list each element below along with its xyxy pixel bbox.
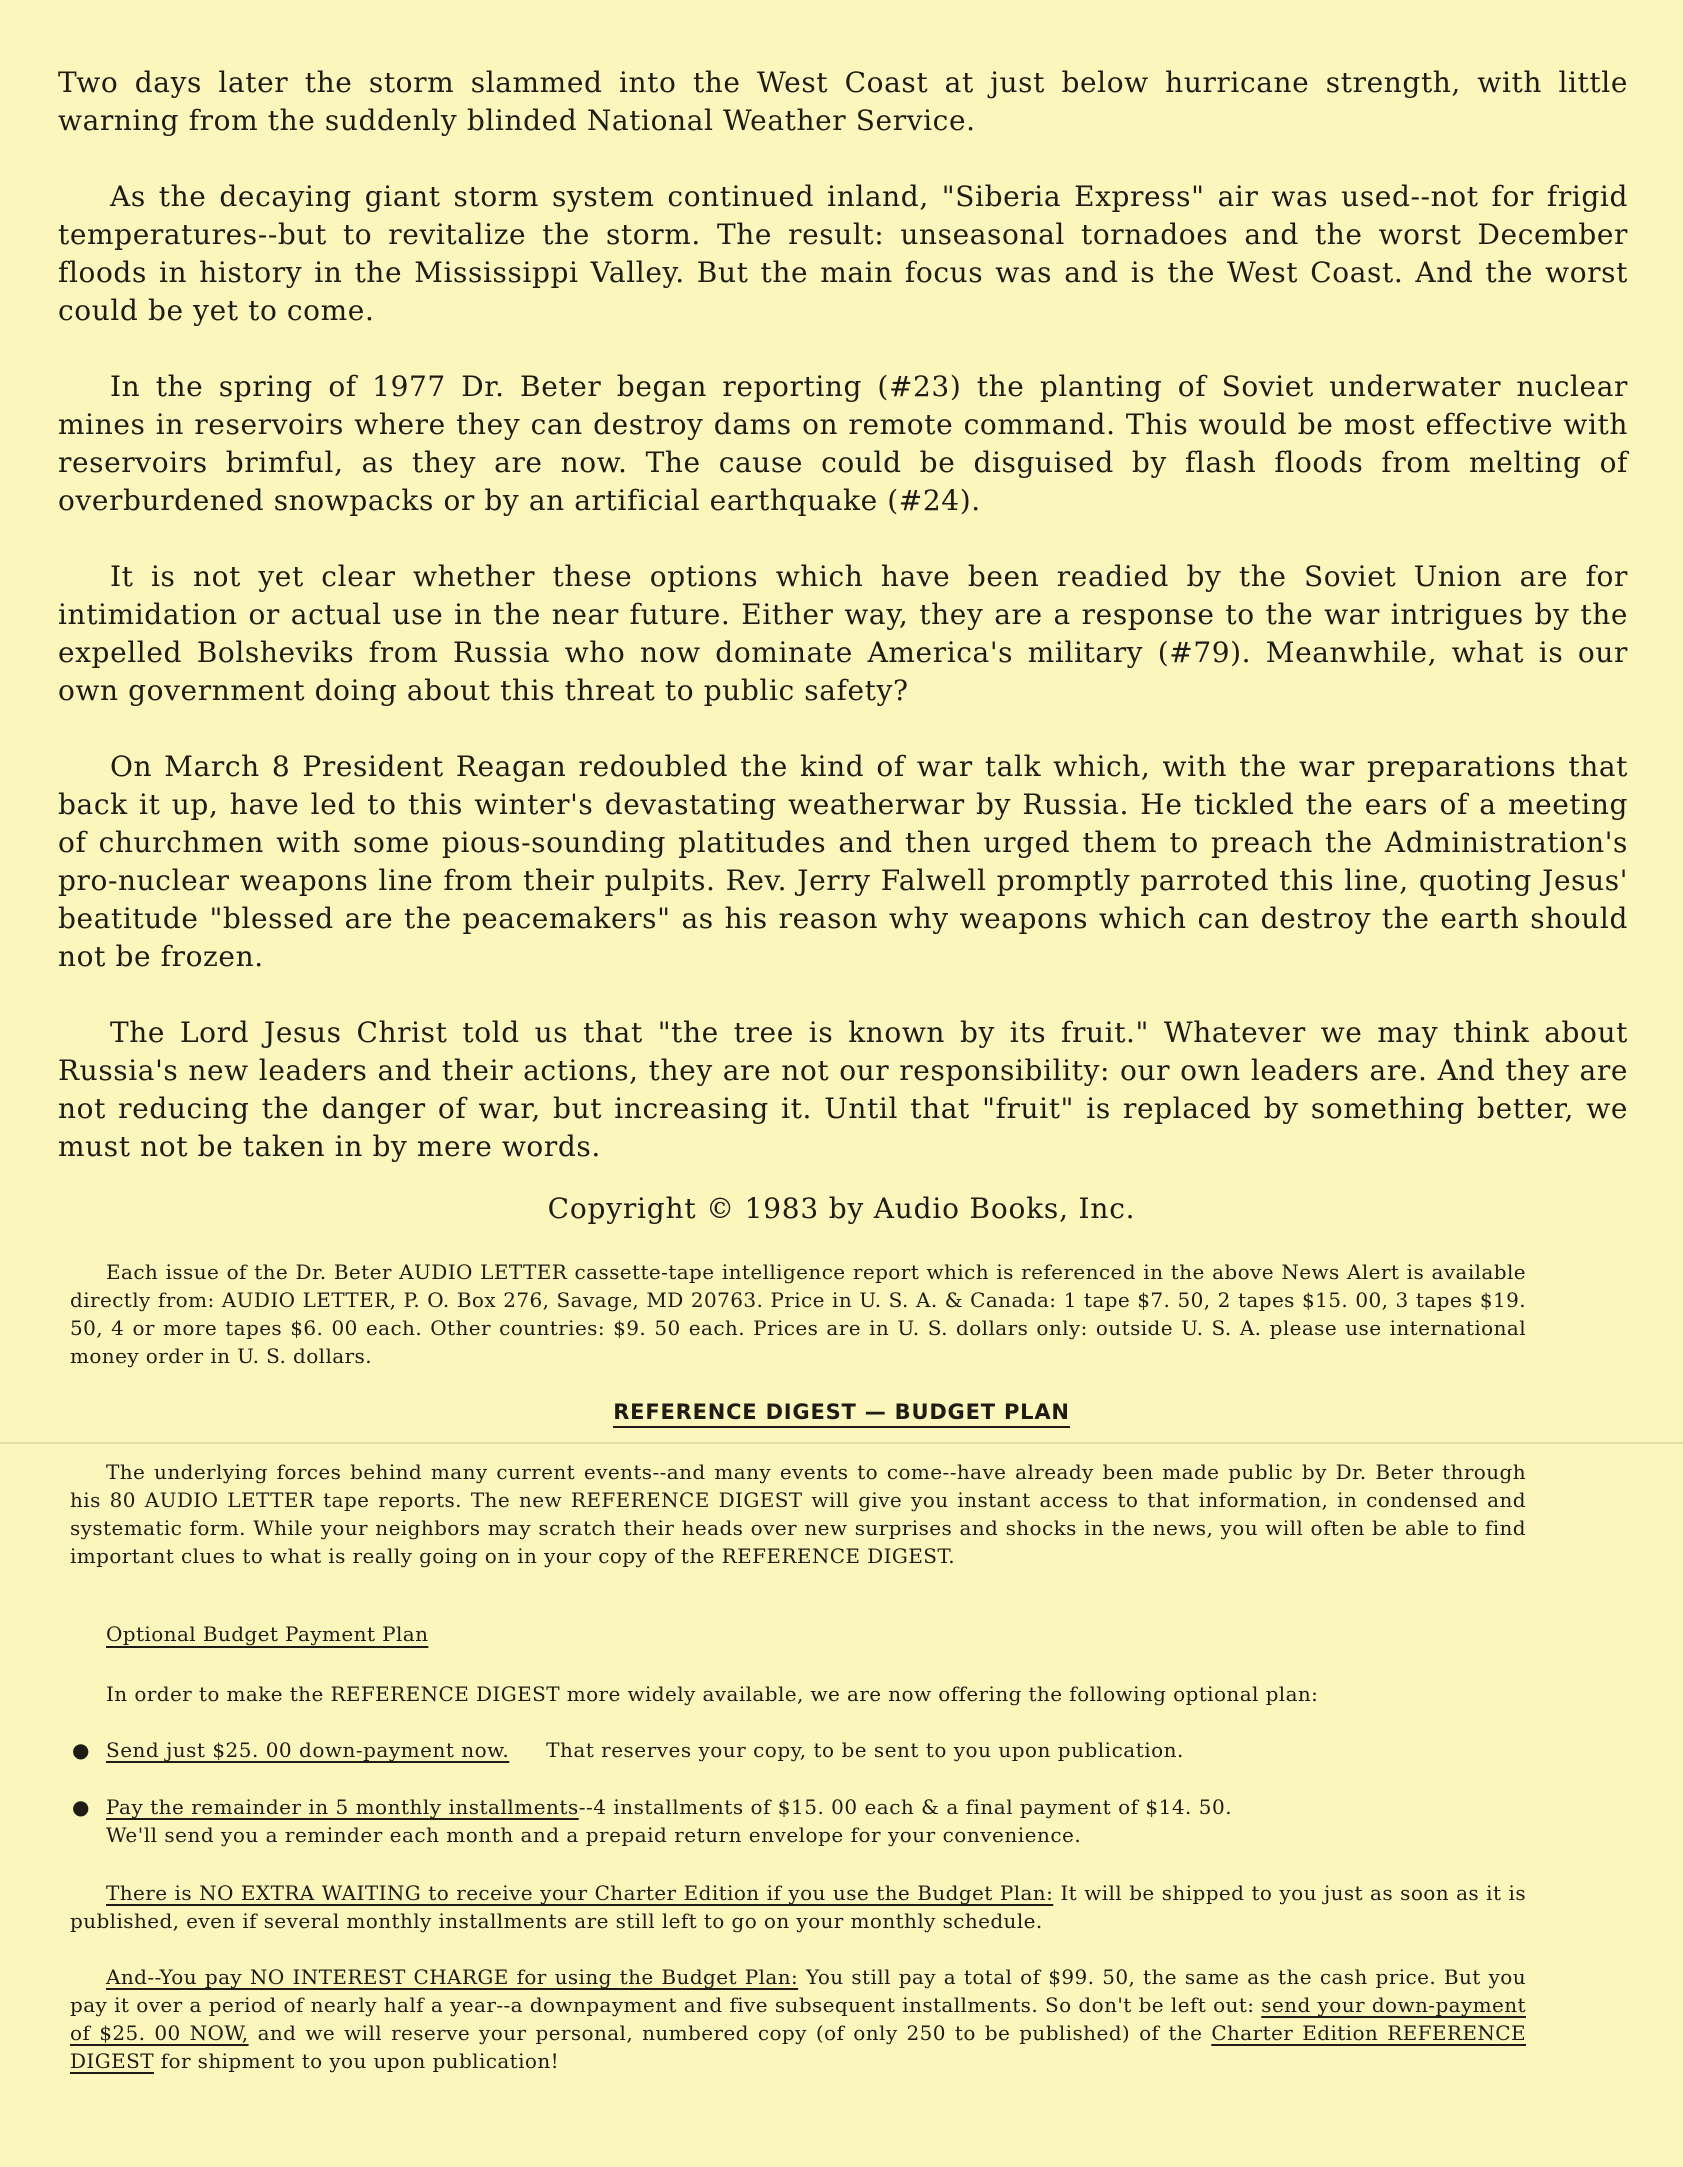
no-extra-waiting-rest: It will be shipped to you just as soon as it is published, even if several monthly installments are still left to go on your monthly schedule. xyxy=(70,1881,1526,1933)
no-interest-rest3: for shipment to you upon publication! xyxy=(153,2049,560,2073)
no-interest-rest1: You still pay a total of $99. 50, the same as the cash price. But you pay it over a period of nearly half a year--a downpayment and five subsequent installments. So don't be left out: xyxy=(70,1965,1526,2017)
plan-intro xyxy=(70,1680,1526,1708)
news-alert-body xyxy=(58,64,1628,1166)
no-extra-waiting-underlined: There is NO EXTRA WAITING to receive your Charter Edition if you use the Budget Plan: xyxy=(106,1881,1054,1905)
reference-digest-heading xyxy=(0,1400,1683,1424)
ordering-text: Each issue of the Dr. Beter AUDIO LETTER cassette-tape intelligence report which is referenced in the above News Alert is available directly from: AUDIO LETTER, P. O. Box 276, Savage, MD 20763. Price in U. S. A. & Canada: 1 tape $7. 50, 2 tapes $15. 00, 3 tapes $19. 50, 4 or more tapes $6. 00 each. Other countries: $9. 50 each. Prices are in U. S. dollars only: outside U. S. A. please use international money order in U. S. dollars. xyxy=(70,1260,1526,1368)
copyright-line: Copyright © 1983 by Audio Books, Inc. xyxy=(547,1192,1136,1225)
no-extra-waiting xyxy=(70,1879,1526,1935)
no-interest-underlined: And--You pay NO INTEREST CHARGE for using the Budget Plan: xyxy=(106,1965,799,1989)
no-interest-charge xyxy=(70,1963,1526,2075)
bullet-down-payment xyxy=(72,1736,1526,1764)
paragraph-soviet-options: It is not yet clear whether these options which have been readied by the Soviet Union are for intimidation or actual use in the near future. Either way, they are a response to the war intrigues by the expelled Bolsheviks from Russia who now dominate America's military (#79). Meanwhile, what is our own government doing about this threat to public safety? xyxy=(58,560,1628,707)
digest-intro xyxy=(70,1458,1526,1570)
plan-intro-text: In order to make the REFERENCE DIGEST more widely available, we are now offering the following optional plan: xyxy=(106,1682,1319,1706)
bullet-installments xyxy=(72,1793,1526,1849)
bullet-dot-icon: ● xyxy=(72,1738,90,1762)
down-payment-rest: That reserves your copy, to be sent to you upon publication. xyxy=(546,1738,1184,1762)
no-interest-rest2: and we will reserve your personal, numbered copy (of only 250 to be published) of the xyxy=(248,2021,1212,2045)
digest-intro-text: The underlying forces behind many current events--and many events to come--have already been made public by Dr. Beter through his 80 AUDIO LETTER tape reports. The new REFERENCE DIGEST will give you instant access to that information, in condensed and systematic form. While your neighbors may scratch their heads over new surprises and shocks in the news, you will often be able to find important clues to what is really going on in your copy of the REFERENCE DIGEST. xyxy=(70,1460,1526,1568)
paragraph-storm-inland: As the decaying giant storm system continued inland, "Siberia Express" air was used--not for frigid temperatures--but to revitalize the storm. The result: unseasonal tornadoes and the worst December floods in history in the Mississippi Valley. But the main focus was and is the West Coast. And the worst could be yet to come. xyxy=(58,180,1628,327)
paragraph-storm-west-coast: Two days later the storm slammed into the West Coast at just below hurricane strength, with little warning from the suddenly blinded National Weather Service. xyxy=(58,66,1628,137)
send-down-payment-underlined: send your down-payment of $25. 00 NOW, xyxy=(70,1993,1526,2045)
paragraph-reagan-war-talk: On March 8 President Reagan redoubled the kind of war talk which, with the war preparations that back it up, have led to this winter's devastating weatherwar by Russia. He tickled the ears of a meeting of churchmen with some pious-sounding platitudes and then urged them to preach the Administration's pro-nuclear weapons line from their pulpits. Rev. Jerry Falwell promptly parroted this line, quoting Jesus' beatitude "blessed are the peacemakers" as his reason why weapons which can destroy the earth should not be frozen. xyxy=(58,750,1628,973)
charter-edition-underlined: Charter Edition REFERENCE DIGEST xyxy=(70,2021,1526,2073)
ordering-info xyxy=(70,1258,1526,1370)
down-payment-underlined: Send just $25. 00 down-payment now. xyxy=(106,1738,510,1762)
heading-text: REFERENCE DIGEST — BUDGET PLAN xyxy=(613,1400,1070,1428)
installments-line2: We'll send you a reminder each month and a prepaid return envelope for your convenience. xyxy=(106,1823,1082,1847)
installments-rest: --4 installments of $15. 00 each & a final payment of $14. 50. xyxy=(578,1795,1233,1819)
paragraph-tree-fruit: The Lord Jesus Christ told us that "the tree is known by its fruit." Whatever we may think about Russia's new leaders and their actions, they are not our responsibility: our own leaders are. And they are not reducing the danger of war, but increasing it. Until that "fruit" is replaced by something better, we must not be taken in by mere words. xyxy=(58,1016,1628,1163)
paper-fold-line xyxy=(0,1442,1683,1444)
paragraph-nuclear-mines: In the spring of 1977 Dr. Beter began reporting (#23) the planting of Soviet underwater nuclear mines in reservoirs where they can destroy dams on remote command. This would be most effective with reservoirs brimful, as they are now. The cause could be disguised by flash floods from melting of overburdened snowpacks or by an artificial earthquake (#24). xyxy=(58,370,1628,517)
installments-underlined: Pay the remainder in 5 monthly installments xyxy=(106,1795,579,1819)
bullet-dot-icon: ● xyxy=(72,1795,90,1819)
budget-plan-heading: Optional Budget Payment Plan xyxy=(106,1622,429,1646)
